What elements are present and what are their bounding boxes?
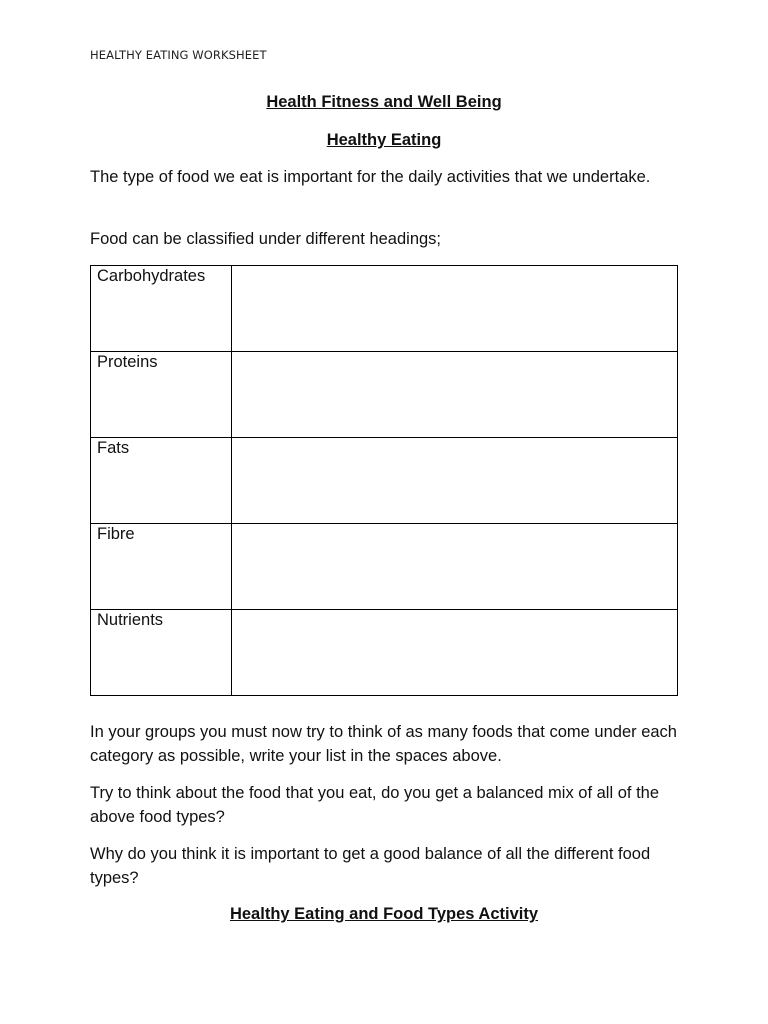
answer-cell-fats[interactable] — [232, 438, 678, 524]
table-row — [91, 266, 678, 352]
classification-paragraph: Food can be classified under different headings; — [90, 230, 442, 248]
category-label-fibre: Fibre — [91, 524, 232, 610]
intro-paragraph: The type of food we eat is important for the daily activities that we undertake. — [90, 168, 651, 186]
balance-importance-question: Why do you think it is important to get a good balance of all the different food types? — [90, 845, 651, 887]
category-label-proteins: Proteins — [91, 352, 232, 438]
table-row — [91, 524, 678, 610]
category-label-nutrients: Nutrients — [91, 610, 232, 696]
activity-heading: Healthy Eating and Food Types Activity — [229, 905, 539, 923]
page-title: Health Fitness and Well Being — [266, 93, 502, 111]
food-category-table — [90, 265, 678, 696]
group-instructions: In your groups you must now try to think of as many foods that come under each category as possible, write your list in the spaces above. — [90, 723, 677, 765]
category-label-carbohydrates: Carbohydrates — [91, 266, 232, 352]
answer-cell-carbohydrates[interactable] — [232, 266, 678, 352]
page-subtitle: Healthy Eating — [326, 131, 442, 149]
table-row — [91, 352, 678, 438]
table-row — [91, 610, 678, 696]
answer-cell-nutrients[interactable] — [232, 610, 678, 696]
table-row — [91, 438, 678, 524]
answer-cell-fibre[interactable] — [232, 524, 678, 610]
document-header: HEALTHY EATING WORKSHEET — [90, 48, 267, 62]
balanced-mix-question: Try to think about the food that you eat, do you get a balanced mix of all of the above food types? — [90, 784, 660, 826]
category-label-fats: Fats — [91, 438, 232, 524]
answer-cell-proteins[interactable] — [232, 352, 678, 438]
